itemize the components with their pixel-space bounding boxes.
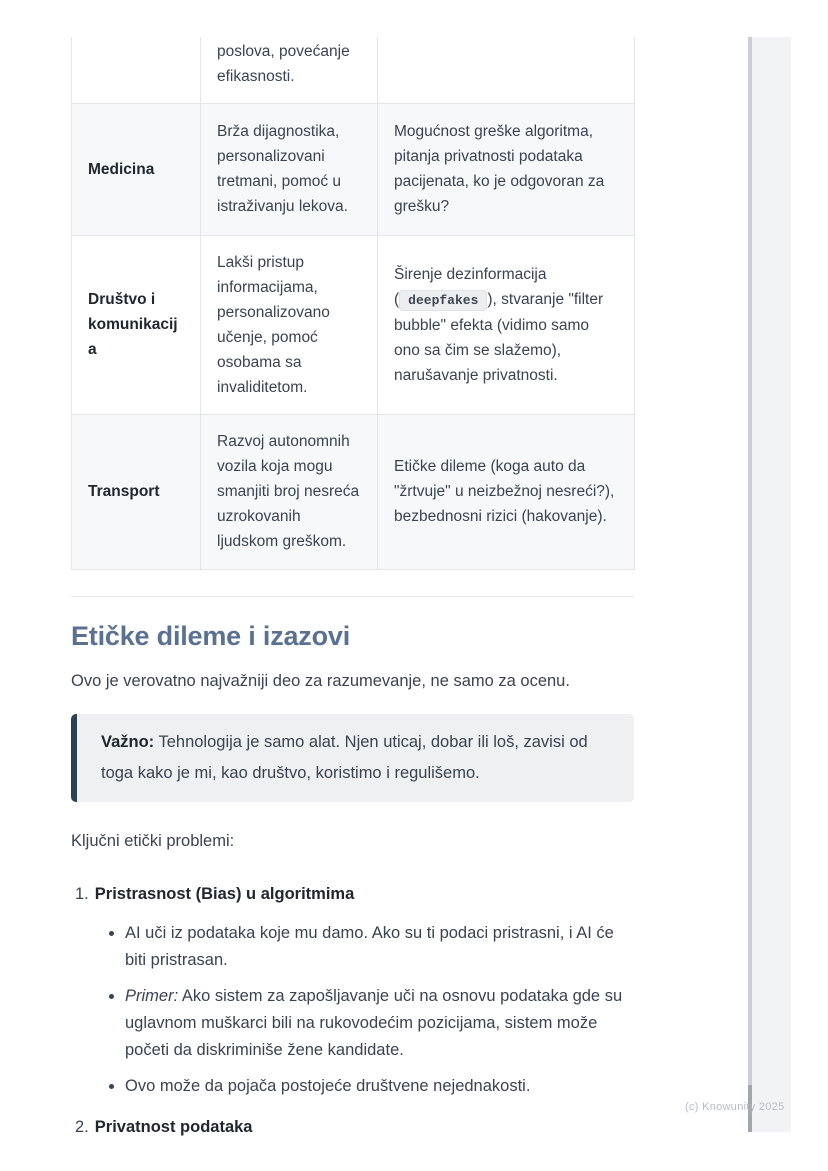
item-number: 2. [75, 1117, 89, 1136]
item-1-bullets [75, 920, 634, 1100]
list-item-1 [71, 881, 634, 1100]
list-item-2 [71, 1114, 634, 1140]
benefits-cell: Razvoj autonomnih vozila koja mogu smanjiti broj nesreća uzrokovanih ljudskom greškom. [201, 414, 378, 569]
important-callout [71, 714, 634, 802]
item-title: Privatnost podataka [94, 1117, 253, 1136]
bullet-point: • AI uči iz podataka koje mu damo. Ako su ti podaci pristrasni, i AI će biti pristrasan. [125, 920, 634, 974]
ethics-problems-list [71, 881, 634, 1140]
callout-label: Važno: [101, 732, 155, 751]
risks-cell [378, 235, 635, 414]
risks-cell: Etičke dileme (koga auto da "žrtvuje" u neizbežnoj nesreći?), bezbednosni rizici (hakovanje). [378, 414, 635, 569]
ai-impact-table [71, 37, 635, 570]
next-page-edge-panel [748, 37, 791, 1132]
section-divider [71, 596, 634, 597]
bullet-point: • Ovo može da pojača postojeće društvene nejednakosti. [125, 1073, 634, 1100]
benefits-cell: Brža dijagnostika, personalizovani tretmani, pomoć u istraživanju lekova. [201, 103, 378, 235]
list-intro: Ključni etički problemi: [71, 831, 235, 850]
inline-code-chip: deepfakes [399, 290, 487, 311]
risks-cell [378, 37, 635, 103]
section-intro: Ovo je verovatno najvažniji deo za razumevanje, ne samo za ocenu. [71, 671, 570, 690]
item-title: Pristrasnost (Bias) u algoritmima [94, 884, 355, 903]
row-label-cell: Medicina [72, 103, 201, 235]
item-number: 1. [75, 884, 89, 903]
bullet-point [125, 983, 634, 1064]
risks-text-suffix: ), stvaranje "filter bubble" efekta (vidimo samo ono sa čim se slažemo), narušavanje privatnosti. [394, 290, 604, 384]
callout-text: Tehnologija je samo alat. Njen uticaj, dobar ili loš, zavisi od toga kako je mi, kao društvo, koristimo i regulišemo. [101, 732, 588, 782]
row-label-cell: Transport [72, 414, 201, 569]
table-row [72, 235, 635, 414]
document-page [71, 37, 634, 1140]
scrollbar-track[interactable] [748, 37, 752, 1132]
table-row [72, 414, 635, 569]
risks-cell: Mogućnost greške algoritma, pitanja privatnosti podataka pacijenata, ko je odgovoran za grešku? [378, 103, 635, 235]
bullet-text: Ako sistem za zapošljavanje uči na osnovu podataka gde su uglavnom muškarci bili na rukovodećim pozicijama, sistem može početi da diskriminiše žene kandidate. [125, 986, 623, 1059]
risks-text-prefix: Širenje dezinformacija ( [394, 265, 547, 308]
benefits-cell: Lakši pristup informacijama, personalizovano učenje, pomoć osobama sa invaliditetom. [201, 235, 378, 414]
table-row [72, 37, 635, 103]
watermark: (c) Knowunity 2025 [685, 1101, 785, 1113]
benefits-cell: poslova, povećanje efikasnosti. [201, 37, 378, 103]
row-label-cell [72, 37, 201, 103]
bullet-em-label: Primer: [125, 986, 179, 1005]
table-row [72, 103, 635, 235]
section-heading: Etičke dileme i izazovi [71, 620, 351, 651]
row-label-cell: Društvo i komunikacija [72, 235, 201, 414]
